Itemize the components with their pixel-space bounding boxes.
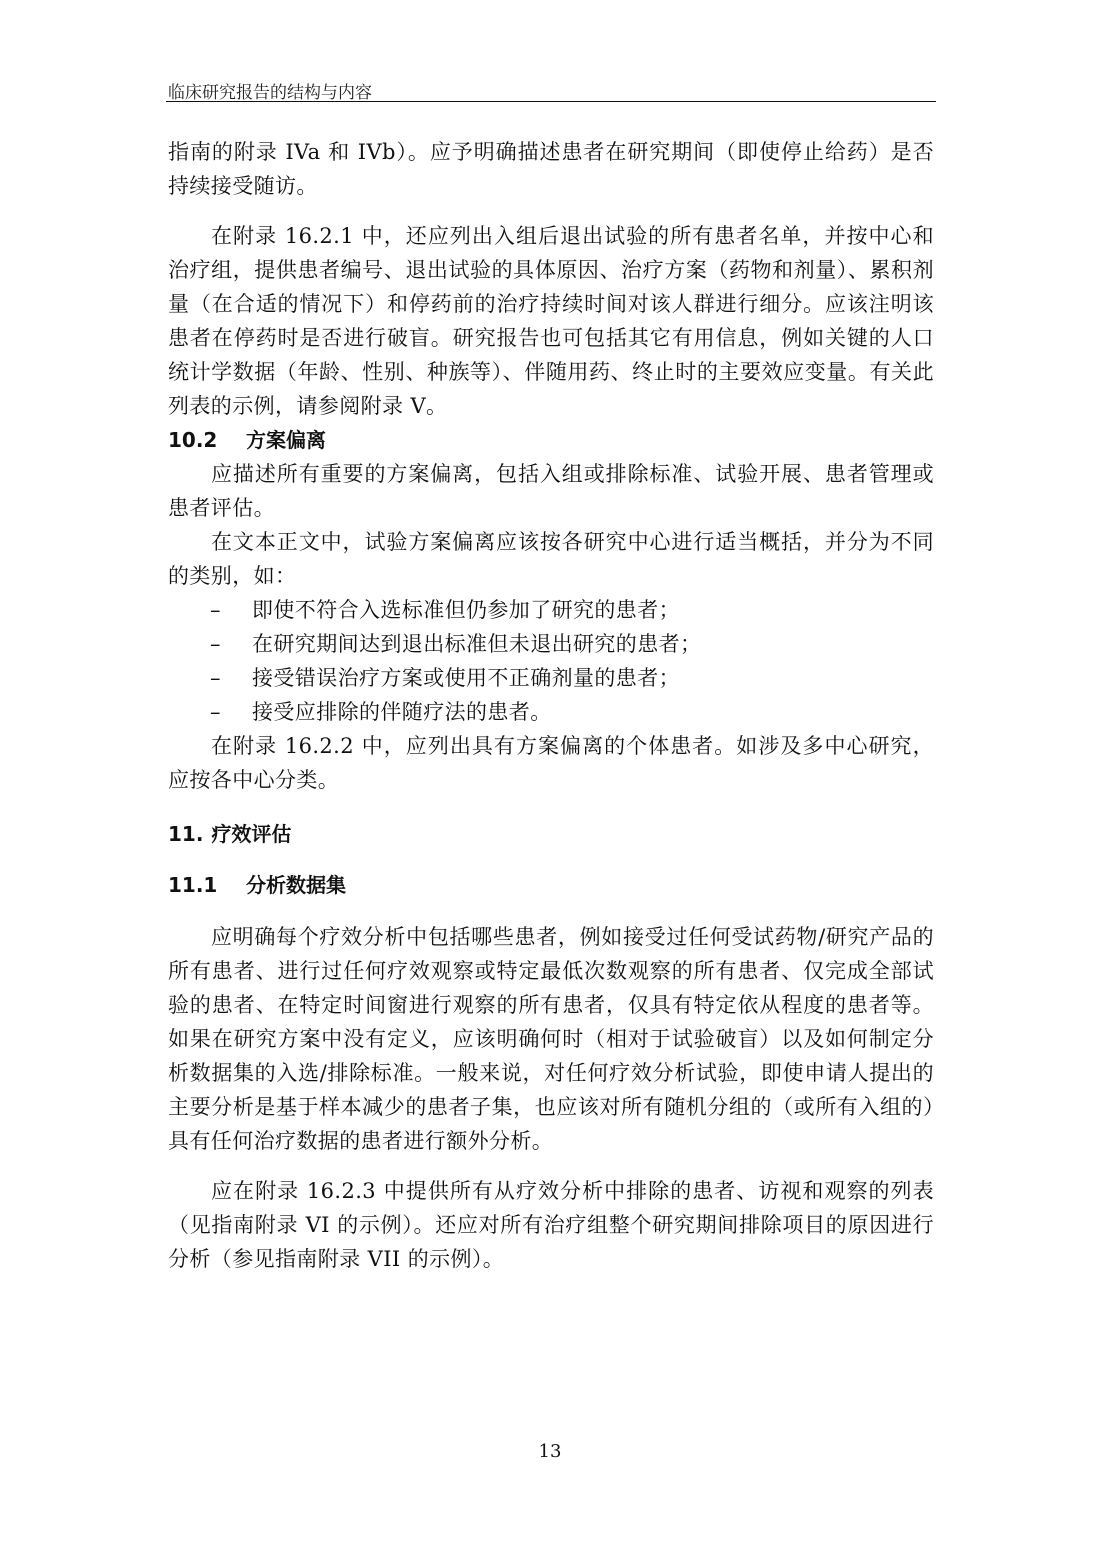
- running-header: 临床研究报告的结构与内容: [168, 83, 372, 103]
- section-number: 11.: [168, 822, 204, 846]
- page-content: [168, 135, 934, 1276]
- list-dash: –: [210, 598, 221, 622]
- deviation-list: [168, 593, 934, 729]
- list-item-text: 接受应排除的伴随疗法的患者。: [252, 700, 552, 724]
- section-heading-10-2: [168, 423, 934, 457]
- section-number: 10.2: [168, 428, 218, 452]
- section-title: 疗效评估: [211, 822, 292, 846]
- paragraph-appendix-16-2-1: 在附录 16.2.1 中，还应列出入组后退出试验的所有患者名单，并按中心和治疗组，提供患者编号、退出试验的具体原因、治疗方案（药物和剂量）、累积剂量（在合适的情况下）和停药前的治疗持续时间对该人群进行细分。应该注明该患者在停药时是否进行破盲。研究报告也可包括其它有用信息，例如关键的人口统计学数据（年龄、性别、种族等）、伴随用药、终止时的主要效应变量。有关此列表的示例，请参阅附录 V。: [168, 224, 934, 418]
- list-item: [168, 593, 934, 627]
- section-title: 分析数据集: [246, 873, 346, 897]
- section-heading-11: [168, 817, 934, 851]
- section-number: 11.1: [168, 873, 218, 897]
- list-item-text: 接受错误治疗方案或使用不正确剂量的患者；: [252, 666, 680, 690]
- section-heading-11-1: [168, 868, 934, 902]
- list-dash: –: [210, 700, 221, 724]
- list-dash: –: [210, 666, 221, 690]
- list-item-text: 在研究期间达到退出标准但未退出研究的患者；: [252, 632, 702, 656]
- header-rule: [166, 101, 936, 102]
- page-number: 13: [538, 1441, 562, 1462]
- paragraph-deviations: 应描述所有重要的方案偏离，包括入组或排除标准、试验开展、患者管理或患者评估。: [168, 462, 934, 520]
- list-item: [168, 627, 934, 661]
- section-title: 方案偏离: [246, 428, 326, 452]
- paragraph-appendix-16-2-3: 应在附录 16.2.3 中提供所有从疗效分析中排除的患者、访视和观察的列表（见指南附录 VI 的示例）。还应对所有治疗组整个研究期间排除项目的原因进行分析（参见指南附录 VII 的示例）。: [168, 1179, 934, 1271]
- list-item: [168, 661, 934, 695]
- paragraph-categories: 在文本正文中，试验方案偏离应该按各研究中心进行适当概括，并分为不同的类别，如：: [168, 530, 934, 588]
- list-dash: –: [210, 632, 221, 656]
- paragraph-analysis-sets: 应明确每个疗效分析中包括哪些患者，例如接受过任何受试药物/研究产品的所有患者、进行过任何疗效观察或特定最低次数观察的所有患者、仅完成全部试验的患者、在特定时间窗进行观察的所有患者，仅具有特定依从程度的患者等。如果在研究方案中没有定义，应该明确何时（相对于试验破盲）以及如何制定分析数据集的入选/排除标准。一般来说，对任何疗效分析试验，即使申请人提出的主要分析是基于样本减少的患者子集，也应该对所有随机分组的（或所有入组的）具有任何治疗数据的患者进行额外分析。: [168, 925, 934, 1153]
- paragraph-appendix-16-2-2: 在附录 16.2.2 中，应列出具有方案偏离的个体患者。如涉及多中心研究，应按各中心分类。: [168, 734, 934, 792]
- list-item: [168, 695, 934, 729]
- paragraph-continued: 指南的附录 IVa 和 IVb）。应予明确描述患者在研究期间（即使停止给药）是否持续接受随访。: [168, 140, 934, 198]
- list-item-text: 即使不符合入选标准但仍参加了研究的患者；: [252, 598, 680, 622]
